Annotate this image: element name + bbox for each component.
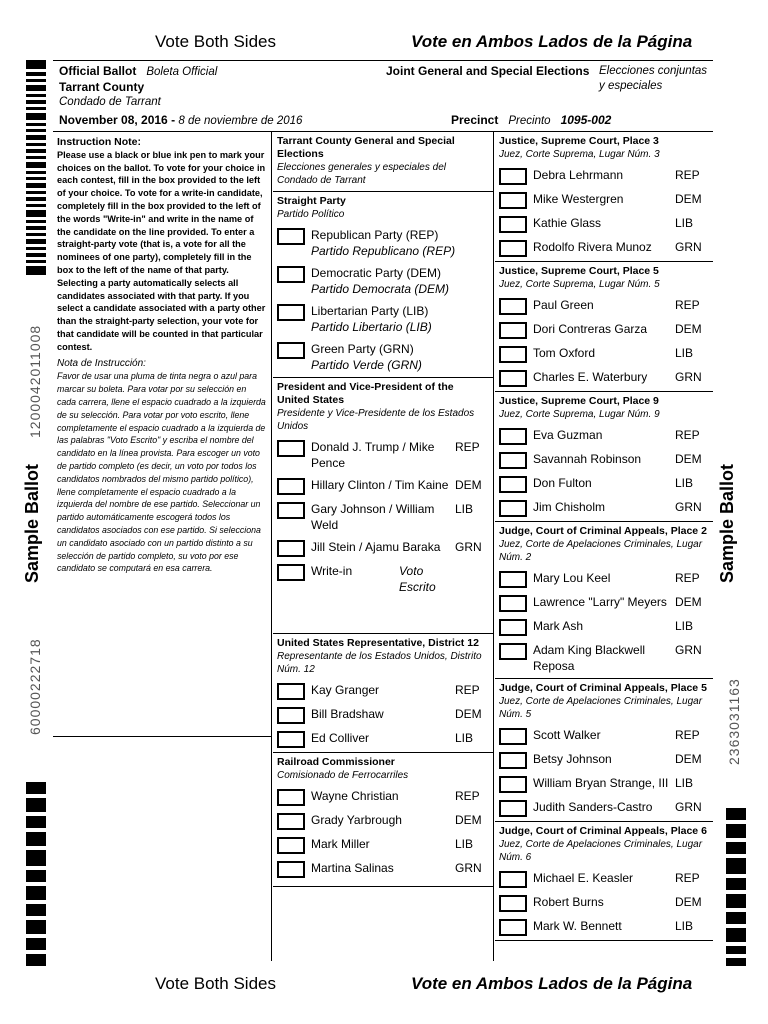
candidate-party: REP <box>455 440 480 454</box>
candidate-name: Hillary Clinton / Tim Kaine <box>311 478 449 492</box>
race-title-es: Juez, Corte Suprema, Lugar Núm. 3 <box>499 149 660 160</box>
candidate-name: Gary Johnson / William Weld <box>311 502 435 532</box>
vote-both-sides-bottom-es: Vote en Ambos Lados de la Página <box>411 974 693 993</box>
candidate-party: GRN <box>675 643 702 657</box>
vote-box[interactable] <box>499 346 527 363</box>
candidate-row[interactable] <box>277 788 489 806</box>
write-in-row[interactable] <box>277 563 489 595</box>
election-title: Joint General and Special Elections <box>386 64 590 78</box>
candidate-party: DEM <box>675 452 702 466</box>
candidate-name: Grady Yarbrough <box>311 813 402 827</box>
candidate-row[interactable] <box>499 775 709 793</box>
candidate-party: LIB <box>675 346 694 360</box>
candidate-name: Martina Salinas <box>311 861 394 875</box>
vote-box[interactable] <box>499 643 527 660</box>
county-label-es: Condado de Tarrant <box>59 96 161 108</box>
candidate-party: GRN <box>455 540 482 554</box>
candidate-row[interactable] <box>499 369 709 387</box>
vote-box[interactable] <box>499 871 527 888</box>
candidate-party: REP <box>675 428 700 442</box>
candidate-name: Paul Green <box>533 298 594 312</box>
county-elections-heading <box>273 132 493 192</box>
vote-box[interactable] <box>499 595 527 612</box>
candidate-party: REP <box>675 571 700 585</box>
candidate-row[interactable] <box>499 570 709 588</box>
vote-box[interactable] <box>499 168 527 185</box>
candidate-name: Tom Oxford <box>533 346 596 360</box>
candidate-row[interactable] <box>499 167 709 185</box>
candidate-party: LIB <box>675 919 694 933</box>
candidate-name: Lawrence "Larry" Meyers <box>533 595 667 609</box>
candidate-row[interactable] <box>499 751 709 769</box>
candidate-row[interactable] <box>499 918 709 936</box>
candidate-party: GRN <box>675 500 702 514</box>
candidate-row[interactable] <box>499 297 709 315</box>
candidate-row[interactable] <box>499 239 709 257</box>
candidate-party: LIB <box>455 731 474 745</box>
county-elections-title-es: Elecciones generales y especiales del Condado de Tarrant <box>277 162 446 186</box>
ballot <box>53 60 713 961</box>
candidate-name: Wayne Christian <box>311 789 399 803</box>
vote-box[interactable] <box>499 919 527 936</box>
party-name: Green Party (GRN) <box>311 342 414 356</box>
candidate-row[interactable] <box>499 870 709 888</box>
candidate-name: Betsy Johnson <box>533 752 612 766</box>
candidate-row[interactable] <box>277 860 489 878</box>
us-representative-race <box>273 634 493 753</box>
candidate-party: GRN <box>675 240 702 254</box>
party-name: Republican Party (REP) <box>311 228 439 242</box>
precinct-number: 1095-002 <box>560 113 612 127</box>
vote-box[interactable] <box>499 895 527 912</box>
contests-column-2 <box>273 132 494 961</box>
straight-party-option-dem[interactable] <box>277 265 489 297</box>
candidate-row[interactable] <box>499 727 709 745</box>
vote-box[interactable] <box>277 342 305 359</box>
candidate-row[interactable] <box>499 451 709 469</box>
candidate-name: Mark Miller <box>311 837 370 851</box>
vote-box[interactable] <box>499 240 527 257</box>
vote-box[interactable] <box>499 216 527 233</box>
candidate-party: DEM <box>675 895 702 909</box>
race-title-es: Representante de los Estados Unidos, Distrito Núm. 12 <box>277 651 482 675</box>
vote-both-sides-top: Vote Both Sides <box>155 32 276 51</box>
candidate-row[interactable] <box>277 501 489 533</box>
supreme-court-place-3-race <box>495 132 713 262</box>
candidate-name: Dori Contreras Garza <box>533 322 648 336</box>
candidate-row[interactable] <box>277 836 489 854</box>
candidate-row[interactable] <box>499 215 709 233</box>
instructions-divider <box>53 736 271 737</box>
precinct-label: Precinct <box>451 113 499 127</box>
instructions <box>53 132 271 579</box>
race-title-es: Presidente y Vice-Presidente de los Estados Unidos <box>277 408 475 432</box>
candidate-party: DEM <box>675 322 702 336</box>
candidate-name: Don Fulton <box>533 476 592 490</box>
vote-box[interactable] <box>499 800 527 817</box>
candidate-party: LIB <box>455 502 474 516</box>
candidate-party: REP <box>675 871 700 885</box>
county-elections-title: Tarrant County General and Special Elections <box>277 135 455 160</box>
vote-box[interactable] <box>277 478 305 495</box>
candidate-row[interactable] <box>277 706 489 724</box>
candidate-name: William Bryan Strange, III <box>533 776 669 790</box>
serial-left-bottom: 60000222718 <box>27 638 43 735</box>
bottom-banner <box>0 974 768 998</box>
candidate-row[interactable] <box>277 439 489 471</box>
election-date-es: 8 de noviembre de 2016 <box>178 115 303 127</box>
candidate-party: DEM <box>455 707 482 721</box>
candidate-row[interactable] <box>499 321 709 339</box>
party-name-es: Partido Verde (GRN) <box>311 358 422 372</box>
party-name-es: Partido Republicano (REP) <box>311 244 456 258</box>
vote-both-sides-bottom: Vote Both Sides <box>155 974 276 993</box>
race-title-es: Partido Político <box>277 209 345 220</box>
candidate-row[interactable] <box>277 682 489 700</box>
candidate-name: Kathie Glass <box>533 216 602 230</box>
vote-box[interactable] <box>499 619 527 636</box>
official-ballot-label-es: Boleta Official <box>146 66 218 78</box>
candidate-name: Savannah Robinson <box>533 452 642 466</box>
election-date: November 08, 2016 - <box>59 113 176 127</box>
candidate-name: Mike Westergren <box>533 192 624 206</box>
race-title: Straight Party <box>277 195 346 207</box>
criminal-appeals-place-5-race <box>495 679 713 822</box>
candidate-row[interactable] <box>499 191 709 209</box>
candidate-name: Mark W. Bennett <box>533 919 622 933</box>
candidate-row[interactable] <box>499 594 709 612</box>
candidate-name: Eva Guzman <box>533 428 603 442</box>
vote-box[interactable] <box>499 428 527 445</box>
sample-ballot-left: Sample Ballot <box>22 463 42 583</box>
criminal-appeals-place-2-race <box>495 522 713 679</box>
write-in-label-es: Voto Escrito <box>399 564 436 594</box>
vote-box[interactable] <box>499 728 527 745</box>
straight-party-option-grn[interactable] <box>277 341 489 373</box>
instruction-body-es: Favor de usar una pluma de tinta negra o azul para marcar su boleta. Para votar por su selección en cada carrera, llene el espacio cuadrado a la izquierda de su selección. Para votar por voto escrito, llene completamente el espacio cuadrado a la izquierda de las palabras "Voto Escrito" y escriba el nombre del candidato en la línea provista. Para escoger un voto de partido completo (es decir, un voto por todos los candidatos nombrados del mismo partido político), llene completamente el espacio cuadrado a la izquierda del nombre de ese partido. Seleccionar un partido automáticamente escogerá todos los candidatos asociados con ese partido. Si selecciona un candidato asociado con un partido distinto a su selección de partido completo, su voto por ese candidato se computará en esa carrera. <box>57 371 266 574</box>
candidate-row[interactable] <box>499 345 709 363</box>
candidate-name: Michael E. Keasler <box>533 871 634 885</box>
vote-box[interactable] <box>499 571 527 588</box>
county-label: Tarrant County <box>59 80 145 94</box>
candidate-party: DEM <box>675 192 702 206</box>
precinct-label-es: Precinto <box>508 115 551 127</box>
vote-box[interactable] <box>277 861 305 878</box>
party-name-es: Partido Libertario (LIB) <box>311 320 432 334</box>
candidate-row[interactable] <box>277 539 489 557</box>
candidate-name: Debra Lehrmann <box>533 168 624 182</box>
race-title: Justice, Supreme Court, Place 5 <box>499 265 659 277</box>
candidate-name: Mary Lou Keel <box>533 571 611 585</box>
vote-box[interactable] <box>277 707 305 724</box>
vote-box[interactable] <box>277 813 305 830</box>
candidate-party: LIB <box>675 776 694 790</box>
straight-party-option-rep[interactable] <box>277 227 489 259</box>
left-barcode-top <box>26 60 46 280</box>
race-title: Railroad Commissioner <box>277 756 395 768</box>
write-in-label: Write-in <box>311 564 353 578</box>
candidate-party: REP <box>675 168 700 182</box>
race-title-es: Juez, Corte de Apelaciones Criminales, Lugar Núm. 5 <box>499 696 703 720</box>
candidate-name: Ed Colliver <box>311 731 370 745</box>
top-banner <box>0 32 768 56</box>
vote-box[interactable] <box>277 564 305 581</box>
candidate-row[interactable] <box>499 427 709 445</box>
vote-box[interactable] <box>277 502 305 519</box>
race-title: Judge, Court of Criminal Appeals, Place 5 <box>499 682 707 694</box>
candidate-name: Mark Ash <box>533 619 584 633</box>
candidate-party: DEM <box>675 752 702 766</box>
criminal-appeals-place-6-race <box>495 822 713 941</box>
race-title: Justice, Supreme Court, Place 3 <box>499 135 659 147</box>
vote-box[interactable] <box>277 789 305 806</box>
straight-party-race <box>273 192 493 378</box>
candidate-name: Judith Sanders-Castro <box>533 800 653 814</box>
serial-right: 2363031163 <box>726 678 742 765</box>
candidate-party: GRN <box>675 370 702 384</box>
candidate-party: REP <box>675 728 700 742</box>
race-title: United States Representative, District 12 <box>277 637 479 649</box>
sample-ballot-right: Sample Ballot <box>717 463 737 583</box>
party-name: Democratic Party (DEM) <box>311 266 442 280</box>
candidate-name: Bill Bradshaw <box>311 707 384 721</box>
candidate-name: Charles E. Waterbury <box>533 370 648 384</box>
race-title: President and Vice-President of the United States <box>277 381 454 406</box>
candidate-name: Adam King Blackwell Reposa <box>533 643 646 673</box>
candidate-party: DEM <box>455 813 482 827</box>
candidate-row[interactable] <box>499 894 709 912</box>
vote-box[interactable] <box>277 731 305 748</box>
candidate-name: Robert Burns <box>533 895 604 909</box>
instruction-body: Please use a black or blue ink pen to mark your choices on the ballot. To vote for your choice in each contest, fill in the box provided to the left of your choice. To vote for a write-in candidate, completely fill in the box provided to the left of the words "Write-in" and write in the name of the candidate on the line provided. To enter a straight-party vote (that is, a vote for all the nominees of one party), completely fill in the box to the left of the name of that party. Selecting a party automatically selects all candidates associated with that party. If you select a candidate associated with a party other than the straight-party selection, your vote for that candidate will be counted in that particular contest. <box>57 149 266 352</box>
vote-box[interactable] <box>499 752 527 769</box>
vote-box[interactable] <box>499 322 527 339</box>
candidate-row[interactable] <box>499 799 709 817</box>
ballot-header <box>53 61 713 131</box>
supreme-court-place-9-race <box>495 392 713 522</box>
railroad-commissioner-race <box>273 753 493 887</box>
serial-left-top: 1200042011008 <box>27 324 43 438</box>
vote-box[interactable] <box>499 476 527 493</box>
vote-box[interactable] <box>499 192 527 209</box>
instructions-column <box>53 132 272 961</box>
candidate-row[interactable] <box>277 812 489 830</box>
race-title-es: Juez, Corte de Apelaciones Criminales, Lugar Núm. 2 <box>499 539 703 563</box>
instruction-title-es: Nota de Instrucción: <box>57 357 146 369</box>
candidate-name: Rodolfo Rivera Munoz <box>533 240 652 254</box>
candidate-party: LIB <box>675 216 694 230</box>
candidate-row[interactable] <box>499 475 709 493</box>
candidate-party: REP <box>455 789 480 803</box>
candidate-row[interactable] <box>499 618 709 636</box>
candidate-name: Jim Chisholm <box>533 500 606 514</box>
vote-box[interactable] <box>277 228 305 245</box>
candidate-party: DEM <box>675 595 702 609</box>
race-title: Justice, Supreme Court, Place 9 <box>499 395 659 407</box>
election-title-es: Elecciones conjuntas y especiales <box>599 65 708 92</box>
race-title: Judge, Court of Criminal Appeals, Place 2 <box>499 525 707 537</box>
vote-box[interactable] <box>277 304 305 321</box>
supreme-court-place-5-race <box>495 262 713 392</box>
candidate-party: GRN <box>455 861 482 875</box>
candidate-party: LIB <box>675 476 694 490</box>
vote-both-sides-top-es: Vote en Ambos Lados de la Página <box>411 32 693 51</box>
contests-column-3 <box>495 132 713 961</box>
vote-box[interactable] <box>499 370 527 387</box>
candidate-name: Donald J. Trump / Mike Pence <box>311 440 435 470</box>
race-title-es: Juez, Corte de Apelaciones Criminales, Lugar Núm. 6 <box>499 839 703 863</box>
candidate-party: GRN <box>675 800 702 814</box>
vote-box[interactable] <box>277 266 305 283</box>
candidate-row[interactable] <box>277 730 489 748</box>
vote-box[interactable] <box>499 298 527 315</box>
candidate-name: Jill Stein / Ajamu Baraka <box>311 540 441 554</box>
vote-box[interactable] <box>277 837 305 854</box>
candidate-name: Scott Walker <box>533 728 601 742</box>
party-name: Libertarian Party (LIB) <box>311 304 429 318</box>
candidate-row[interactable] <box>277 477 489 495</box>
vote-box[interactable] <box>277 440 305 457</box>
vote-box[interactable] <box>499 776 527 793</box>
official-ballot-label: Official Ballot <box>59 64 137 78</box>
left-barcode-bottom <box>26 782 46 966</box>
candidate-name: Kay Granger <box>311 683 380 697</box>
candidate-party: LIB <box>455 837 474 851</box>
vote-box[interactable] <box>499 452 527 469</box>
instruction-title: Instruction Note: <box>57 136 141 148</box>
right-barcode-bottom <box>726 808 746 966</box>
candidate-row[interactable] <box>499 499 709 517</box>
candidate-party: REP <box>675 298 700 312</box>
candidate-party: REP <box>455 683 480 697</box>
race-title-es: Juez, Corte Suprema, Lugar Núm. 9 <box>499 409 660 420</box>
vote-box[interactable] <box>277 540 305 557</box>
vote-box[interactable] <box>277 683 305 700</box>
vote-box[interactable] <box>499 500 527 517</box>
candidate-party: LIB <box>675 619 694 633</box>
race-title: Judge, Court of Criminal Appeals, Place 6 <box>499 825 707 837</box>
candidate-row[interactable] <box>499 642 709 674</box>
candidate-party: DEM <box>455 478 482 492</box>
party-name-es: Partido Democrata (DEM) <box>311 282 450 296</box>
straight-party-option-lib[interactable] <box>277 303 489 335</box>
president-race <box>273 378 493 634</box>
race-title-es: Comisionado de Ferrocarriles <box>277 770 409 781</box>
race-title-es: Juez, Corte Suprema, Lugar Núm. 5 <box>499 279 660 290</box>
